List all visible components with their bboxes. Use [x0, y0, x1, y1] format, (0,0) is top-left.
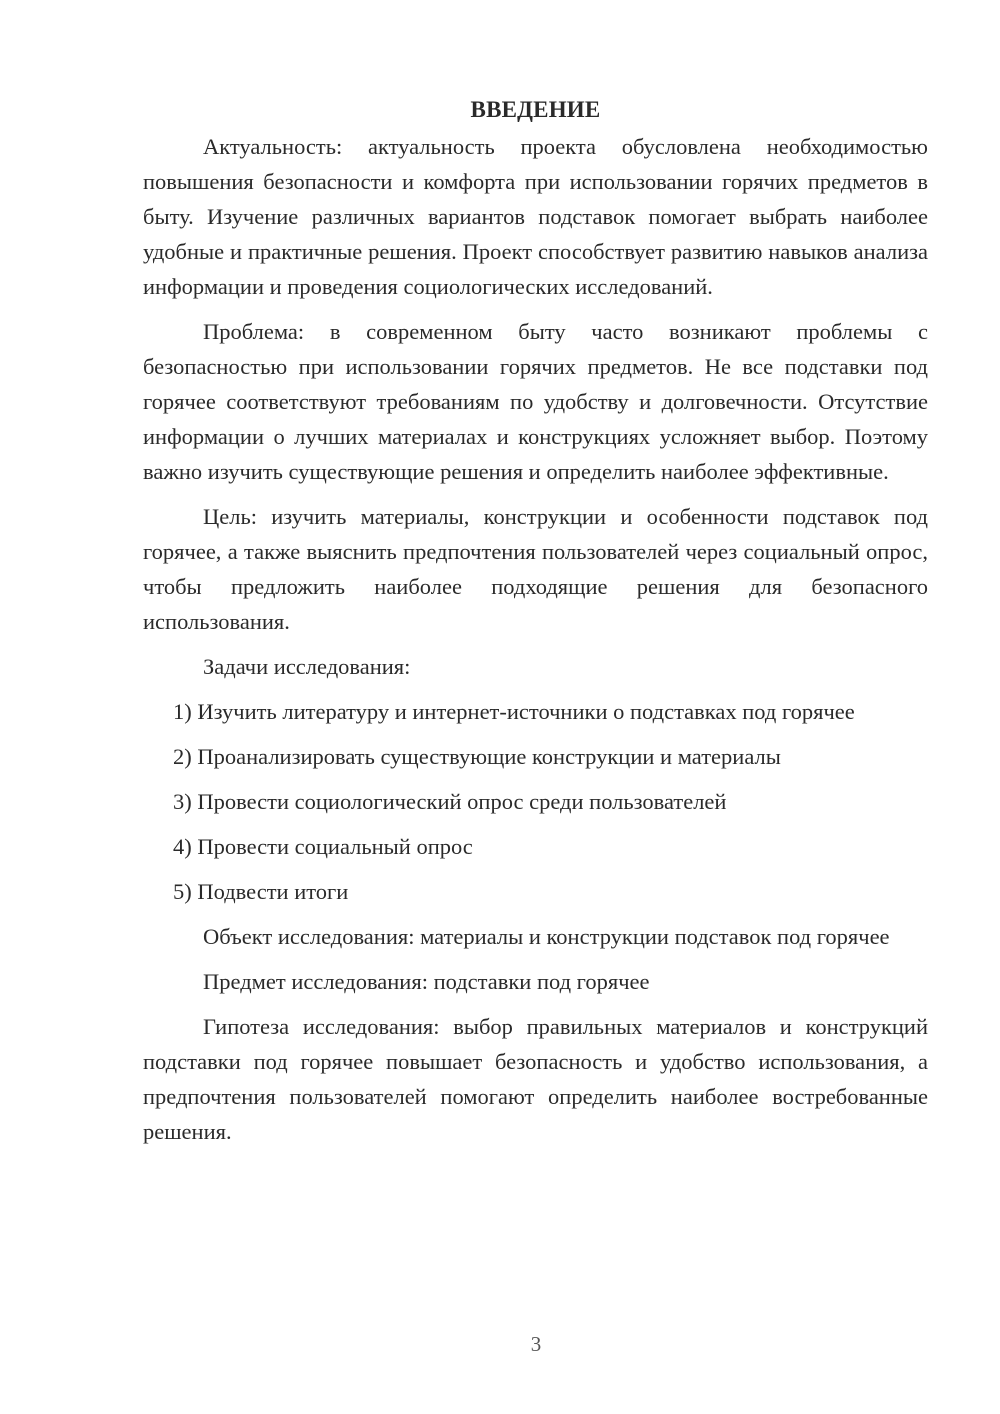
problem-paragraph: Проблема: в современном быту часто возникают проблемы с безопасностью при использовании горячих предметов. Не все подставки под горячее соответствуют требованиям по удобству и долговечности. Отсутствие информации о лучших материалах и конструкциях усложняет выбор. Поэтому важно изучить существующие решения и определить наиболее эффективные.	[143, 319, 928, 484]
task-item-1: 1) Изучить литературу и интернет-источники о подставках под горячее	[173, 699, 855, 724]
goal-paragraph: Цель: изучить материалы, конструкции и особенности подставок под горячее, а также выяснить предпочтения пользователей через социальный опрос, чтобы предложить наиболее подходящие решения для безопасного использования.	[143, 504, 928, 634]
hypothesis-paragraph: Гипотеза исследования: выбор правильных материалов и конструкций подставки под горячее повышает безопасность и удобство использования, а предпочтения пользователей помогают определить наиболее востребованные решения.	[143, 1014, 928, 1144]
section-title: ВВЕДЕНИЕ	[470, 97, 601, 122]
task-item-3: 3) Провести социологический опрос среди пользователей	[173, 789, 727, 814]
subject-paragraph: Предмет исследования: подставки под горячее	[203, 969, 650, 994]
relevance-paragraph: Актуальность: актуальность проекта обусловлена необходимостью повышения безопасности и комфорта при использовании горячих предметов в быту. Изучение различных вариантов подставок помогает выбрать наиболее удобные и практичные решения. Проект способствует развитию навыков анализа информации и проведения социологических исследований.	[143, 134, 928, 299]
task-item-2: 2) Проанализировать существующие конструкции и материалы	[173, 744, 781, 769]
object-paragraph: Объект исследования: материалы и конструкции подставок под горячее	[203, 924, 890, 949]
document-page	[143, 92, 928, 1159]
page-number: 3	[530, 1332, 542, 1356]
task-item-5: 5) Подвести итоги	[173, 879, 349, 904]
tasks-heading: Задачи исследования:	[203, 654, 411, 679]
task-item-4: 4) Провести социальный опрос	[173, 834, 473, 859]
